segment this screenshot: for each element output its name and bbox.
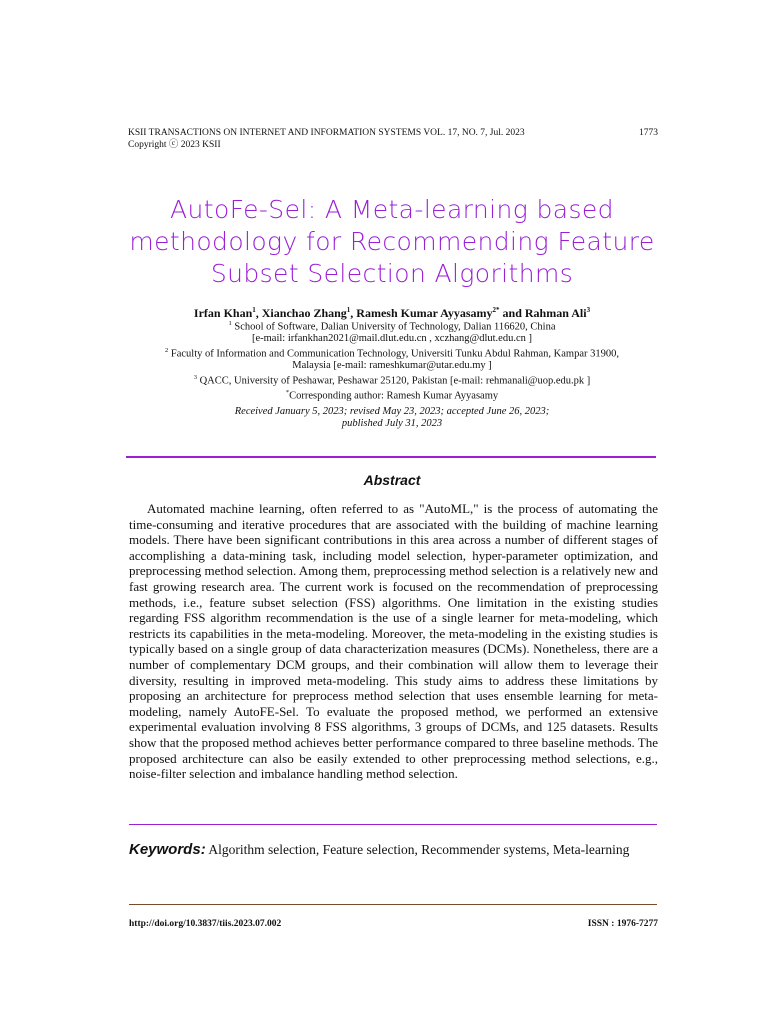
abstract-bottom-rule xyxy=(129,824,657,825)
author-separator: and xyxy=(499,306,525,320)
keywords-text: Algorithm selection, Feature selection, Recommender systems, Meta-learning xyxy=(208,842,630,857)
abstract-body: Automated machine learning, often referred to as "AutoML," is the process of automating the time-consuming and iterative procedures that are associated with the building of machine learning models. There have been significant contributions in this area across a number of different stages of accomplishing a data-mining task, including model selection, hyper-parameter optimization, and preprocessing method selection. Among them, preprocessing method selection is a relatively new and fast growing research area. The current work is focused on the recommendation of preprocessing methods, i.e., feature subset selection (FSS) algorithms. One limitation in the existing studies regarding FSS algorithm recommendation is the use of a single learner for meta-modeling, which restricts its capabilities in the meta-modeling. Moreover, the meta-modeling in the existing studies is typically based on a single group of data characterization measures (DCMs). Nonetheless, there are a number of complementary DCM groups, and their combination will allow them to leverage their diversity, resulting in improved meta-modeling. This study aims to address these limitations by proposing an architecture for preprocess method selection that uses ensemble learning for meta-modeling, namely AutoFE-Sel. To evaluate the proposed method, we performed an extensive experimental evaluation involving 8 FSS algorithms, 3 groups of DCMs, and 125 datasets. Results show that the proposed method achieves better performance compared to three baseline methods. The proposed architecture can also be easily extended to other preprocessing method selections, e.g., noise-filter selection and imbalance handling method selection. xyxy=(129,501,658,782)
running-header xyxy=(128,127,525,151)
author-name: Ramesh Kumar Ayyasamy xyxy=(356,306,493,320)
affiliations xyxy=(110,318,674,403)
copyright-line: Copyright ⓒ 2023 KSII xyxy=(128,140,221,150)
affiliation-1-email: [e-mail: irfankhan2021@mail.dlut.edu.cn , xczhang@dlut.edu.cn ] xyxy=(251,333,532,345)
abstract-top-rule xyxy=(126,456,656,458)
author-name: Rahman Ali xyxy=(524,306,587,320)
keywords xyxy=(129,841,629,858)
affiliation-1: $^1$ School of Software, Dalian University of Technology, Dalian 116620, China xyxy=(228,320,556,333)
affiliation-2-cont: Malaysia [e-mail: rameshkumar@utar.edu.my ] xyxy=(292,360,492,372)
author-sup: 2* xyxy=(492,306,500,314)
author-separator: , xyxy=(255,306,262,320)
footer-rule xyxy=(129,904,657,905)
issn: ISSN : 1976-7277 xyxy=(587,919,658,929)
keywords-label: Keywords: xyxy=(129,841,206,858)
author-sup: 1 xyxy=(252,306,256,314)
page-number: 1773 xyxy=(639,128,658,138)
journal-line: KSII TRANSACTIONS ON INTERNET AND INFORMATION SYSTEMS VOL. 17, NO. 7, Jul. 2023 xyxy=(128,128,525,138)
affiliation-2: $^2$ Faculty of Information and Communication Technology, Universiti Tunku Abdul Rahman, Kampar 31900, xyxy=(165,347,619,360)
paper-title: AutoFe-Sel: A Meta-learning based methodology for Recommending Feature Subset Selection Algorithms xyxy=(129,195,655,288)
affiliation-3: $^3$ QACC, University of Peshawar, Peshawar 25120, Pakistan [e-mail: rehmanali@uop.edu.pk ] xyxy=(193,374,591,387)
author-sup: 3 xyxy=(586,306,591,314)
doi-link[interactable]: http://doi.org/10.3837/tiis.2023.07.002 xyxy=(129,919,282,929)
author-name: Xianchao Zhang xyxy=(261,306,347,320)
abstract-heading: Abstract xyxy=(363,472,421,488)
corresponding-author: *Corresponding author: Ramesh Kumar Ayyasamy xyxy=(285,389,499,402)
author-separator: , xyxy=(350,306,357,320)
author-name: Irfan Khan xyxy=(193,306,253,320)
received-dates: Received January 5, 2023; revised May 23, 2023; accepted June 26, 2023; published July 31, 2023 xyxy=(234,406,550,429)
author-sup: 1 xyxy=(346,306,351,314)
